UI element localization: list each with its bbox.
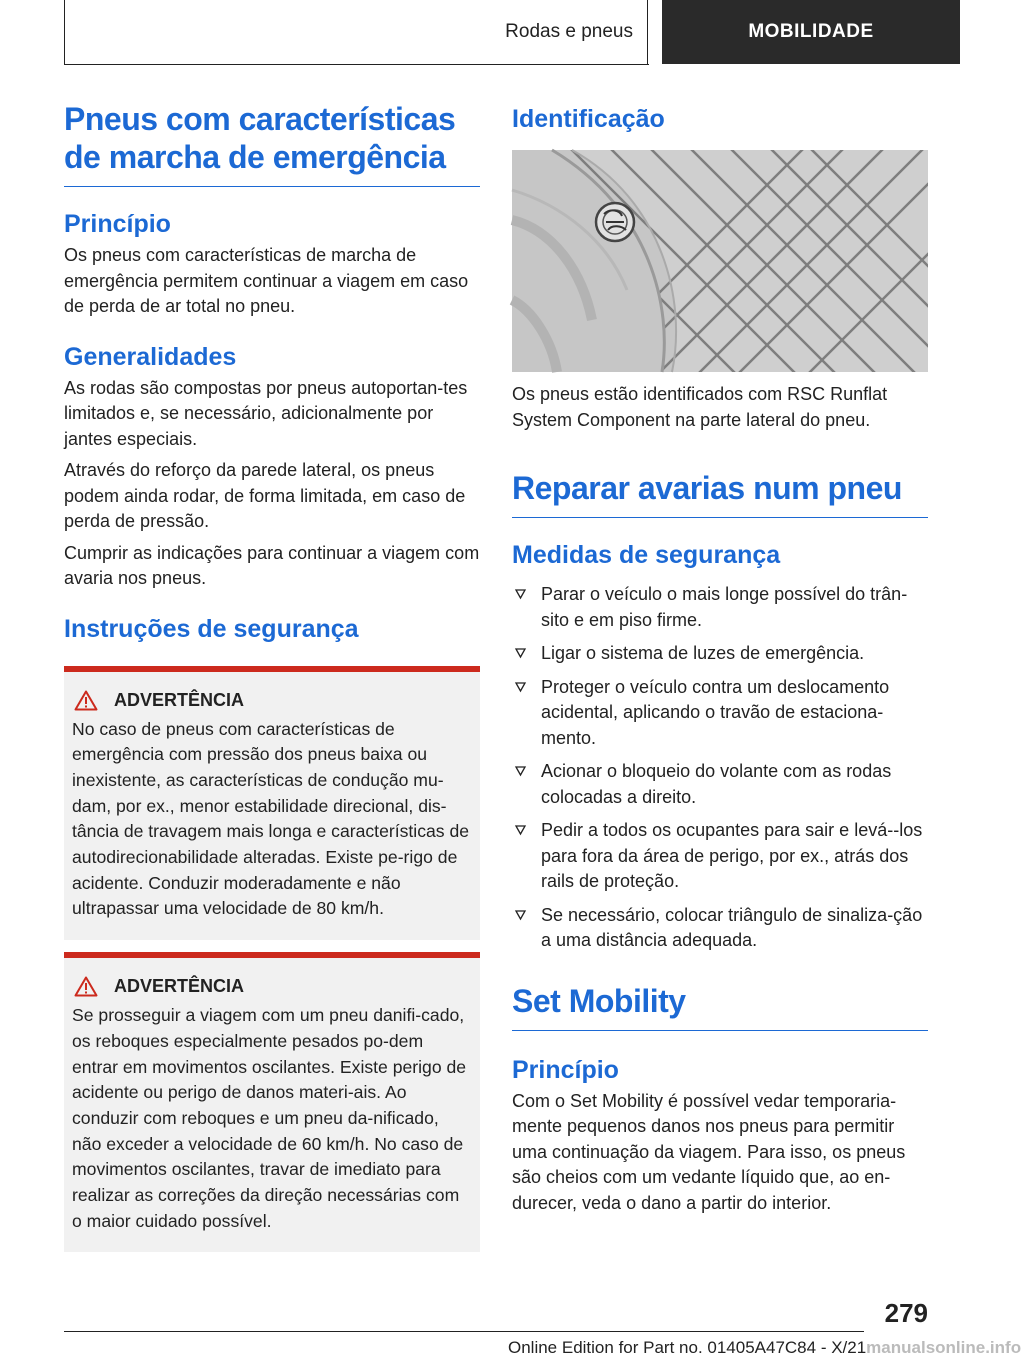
right-column xyxy=(512,100,928,1216)
warning-box-1 xyxy=(64,666,480,941)
warning-title-2: ADVERTÊNCIA xyxy=(72,976,472,997)
bullet-triangle-icon xyxy=(514,680,527,693)
page-number: 279 xyxy=(884,1298,928,1328)
list-item: Proteger o veículo contra um deslocamento acidental, aplicando o travão de estaciona-mento. xyxy=(512,675,928,752)
header-rule-left xyxy=(64,0,65,64)
rsc-tire-illustration xyxy=(512,150,928,372)
bullet-triangle-icon xyxy=(514,764,527,777)
list-item: Pedir a todos os ocupantes para sair e levá--los para fora da área de perigo, por ex., atrás dos rails de proteção. xyxy=(512,818,928,895)
warning-triangle-icon xyxy=(74,976,98,997)
left-column xyxy=(64,100,480,1252)
safety-steps-list xyxy=(512,582,928,954)
warning-box-2 xyxy=(64,952,480,1252)
bullet-triangle-icon xyxy=(514,908,527,921)
warning-title-1: ADVERTÊNCIA xyxy=(72,690,472,711)
heading-principio: Princípio xyxy=(64,210,171,238)
heading-set-mobility-principio: Princípio xyxy=(512,1055,619,1084)
section-title-runflat: Pneus com características de marcha de emergência xyxy=(64,101,456,175)
set-mobility-text: Com o Set Mobility é possível vedar temporaria-mente pequenos danos nos pneus para permitir uma continuação da viagem. Para isso, os pneus são cheios com um vedante líquido que, ao en-durecer, veda o dano a partir do interior. xyxy=(512,1090,906,1213)
heading-identificacao: Identificação xyxy=(512,105,665,133)
list-item: Acionar o bloqueio do volante com as rodas colocadas a direito. xyxy=(512,759,928,810)
warning-text-1: No caso de pneus com características de emergência com pressão dos pneus baixa ou inexistente, as características de condução mu-dam, por ex., menor estabilidade direcional, dis-tância de travagem mais longa e características de autodirecionabilidade alteradas. Existe pe-rigo de acidente. Conduzir moderadamente e não ultrapassar uma velocidade de 80 km/h. xyxy=(72,718,470,919)
bullet-triangle-icon xyxy=(514,646,527,659)
heading-generalidades: Generalidades xyxy=(64,342,237,371)
bullet-triangle-icon xyxy=(514,587,527,600)
title-rule xyxy=(64,186,480,187)
generalidades-p3: Cumprir as indicações para continuar a viagem com avaria nos pneus. xyxy=(64,542,480,588)
generalidades-p2: Através do reforço da parede lateral, os pneus podem ainda rodar, de forma limitada, em caso de perda de pressão. xyxy=(64,460,466,531)
section-title-reparar: Reparar avarias num pneu xyxy=(512,470,902,506)
heading-medidas-seguranca: Medidas de segurança xyxy=(512,541,781,569)
warning-triangle-icon xyxy=(74,690,98,711)
bullet-triangle-icon xyxy=(514,823,527,836)
list-item: Ligar o sistema de luzes de emergência. xyxy=(512,641,928,667)
warning-text-2: Se prosseguir a viagem com um pneu danifi-cado, os reboques especialmente pesados po-dem entrar em movimentos oscilantes. Existe perigo de acidente ou perigo de danos materi-ais. Ao conduzir com reboques e um pneu da-nificado, não exceder a velocidade de 60 km/h. No caso de movimentos oscilantes, travar de imediato para realizar as correções da direção necessárias com o maior cuidado possível. xyxy=(72,1005,467,1231)
principio-text: Os pneus com características de marcha de emergência permitem continuar a viagem em caso de perda de ar total no pneu. xyxy=(64,245,469,316)
title-rule xyxy=(512,517,928,518)
footer-rule xyxy=(64,1331,864,1332)
list-item: Se necessário, colocar triângulo de sinaliza-ção a uma distância adequada. xyxy=(512,903,928,954)
header-section-title: Rodas e pneus xyxy=(480,0,648,64)
footer-site[interactable]: manualsonline.info xyxy=(866,1338,1021,1357)
heading-instrucoes-seguranca: Instruções de segurança xyxy=(64,614,359,643)
list-item: Parar o veículo o mais longe possível do trân-sito e em piso firme. xyxy=(512,582,928,633)
footer-edition: Online Edition for Part no. 01405A47C84 - X/21manualsonline.info xyxy=(508,1338,1021,1357)
chapter-tab[interactable]: MOBILIDADE xyxy=(662,0,960,64)
generalidades-p1: As rodas são compostas por pneus autoportan-tes limitados e, se necessário, adicionalmente por jantes especiais. xyxy=(64,377,468,449)
header-rule-bottom xyxy=(64,64,649,65)
section-title-set-mobility: Set Mobility xyxy=(512,982,686,1019)
identificacao-caption: Os pneus estão identificados com RSC Runflat System Component na parte lateral do pneu. xyxy=(512,384,888,430)
title-rule xyxy=(512,1030,928,1031)
